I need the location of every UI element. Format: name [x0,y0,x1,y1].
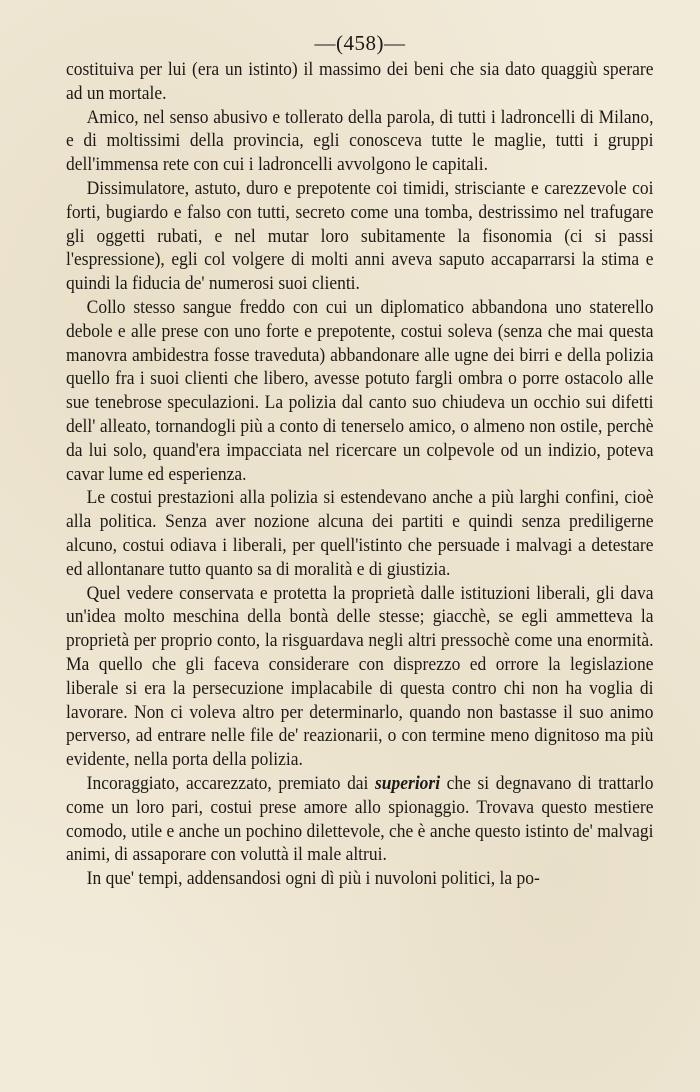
paragraph-7-rest: che si degnavano di trattarlo come un loro pari, costui prese amore allo spionaggio. Trovava questo mestiere comodo, utile e anche un pochino dilettevole, che è anche questo istinto de' malvagi animi, di assaporare con voluttà il male altrui. [66,772,654,866]
paragraph-5: Le costui prestazioni alla polizia si estendevano anche a più larghi confini, cioè alla politica. Senza aver nozione alcuna dei partiti e quindi senza prediligerne alcuno, costui odiava i liberali, per quell'istinto che persuade i malvagi a detestare ed allontanare tutto quanto sa di moralità e di giustizia. [66,487,654,580]
paragraph-4: Collo stesso sangue freddo con cui un diplomatico abbandona uno staterello debole e alle prese con uno forte e prepotente, costui soleva (senza che mai questa manovra ambidestra fosse traveduta) abbandonare alle ugne dei birri e della polizia quello fra i suoi clienti che libero, avesse potuto fargli ombra o porre ostacolo alle sue tenebrose speculazioni. La polizia dal canto suo chiudeva un occhio sui difetti dell' alleato, tornandogli più a conto di tenerselo amico, o almeno non ostile, perchè da lui solo, quand'era impacciata nel ricercare un colpevole od un indizio, poteva cavar lume ed esperienza. [66,296,654,485]
emphasized-word: superiori [374,772,441,794]
paragraph-7-start: Incoraggiato, accarezzato, premiato dai [86,772,375,794]
paragraph-6: Quel vedere conservata e protetta la proprietà dalle istituzioni liberali, gli dava un'idea molto meschina della bontà delle stesse; giacchè, se egli ammetteva la proprietà per proprio conto, la risguardava negli altri pressochè come una enormità. Ma quello che gli faceva considerare con disprezzo ed orrore la legislazione liberale si era la persecuzione implacabile di questa contro chi non ha voglia di lavorare. Non ci voleva altro per determinarlo, quando non bastasse il suo animo perverso, ad entrare nelle file de' reazionarii, o con termine meno dignitoso ma più evidente, nella porta della polizia. [66,582,654,771]
page-number: —(458)— [314,31,406,55]
paragraph-3: Dissimulatore, astuto, duro e prepotente coi timidi, strisciante e carezzevole coi forti, bugiardo e falso con tutti, secreto come una tomba, destrissimo nel trafugare gli oggetti rubati, e nel mutar loro subitamente la fisonomia (ci si passi l'espressione), egli col volgere di molti anni aveva saputo accaparrarsi la stima e quindi la fiducia de' numerosi suoi clienti. [66,177,654,295]
paragraph-8: In que' tempi, addensandosi ogni dì più i nuvoloni politici, la po- [86,868,540,890]
paragraph-1: costituiva per lui (era un istinto) il massimo dei beni che sia dato quaggiù sperare ad un mortale. [66,59,654,104]
paragraph-7 [66,772,654,867]
body-text [66,58,654,891]
paragraph-2: Amico, nel senso abusivo e tollerato della parola, di tutti i ladroncelli di Milano, e di moltissimi della provincia, egli conosceva tutte le maglie, tutti i gruppi dell'immensa rete con cui i ladroncelli avvolgono le capitali. [66,106,654,176]
